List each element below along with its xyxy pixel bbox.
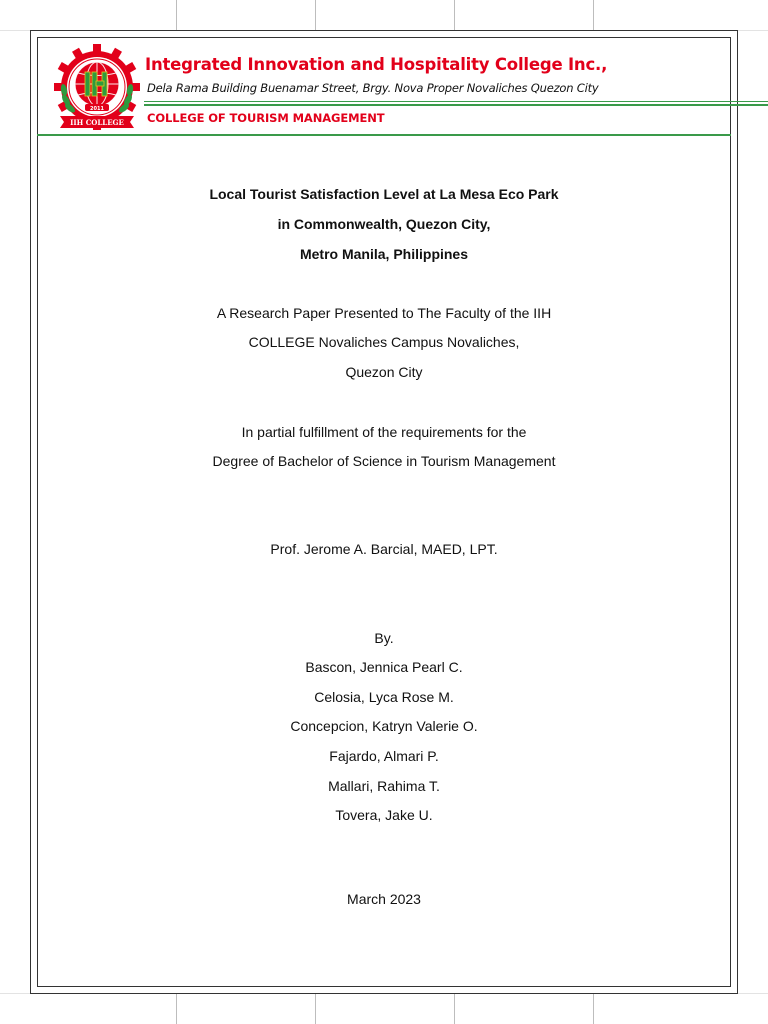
header-bottom-rule — [37, 134, 731, 136]
header-rule — [144, 104, 768, 106]
presented-line-3: Quezon City — [345, 364, 423, 380]
research-title-line-1: Local Tourist Satisfaction Level at La Mesa Eco Park — [209, 186, 559, 202]
department-name: COLLEGE OF TOURISM MANAGEMENT — [147, 111, 385, 125]
crop-mark — [176, 0, 177, 30]
crop-mark — [315, 994, 316, 1024]
crop-mark — [593, 0, 594, 30]
author-name: Mallari, Rahima T. — [328, 778, 440, 794]
college-seal-text — [52, 42, 142, 132]
author-name: Bascon, Jennica Pearl C. — [305, 659, 463, 675]
fulfillment-line-2: Degree of Bachelor of Science in Tourism Management — [212, 453, 556, 469]
research-title-line-3: Metro Manila, Philippines — [299, 246, 469, 262]
author-name: Concepcion, Katryn Valerie O. — [290, 718, 478, 734]
college-name: Integrated Innovation and Hospitality College Inc., — [145, 55, 608, 74]
author-name: Tovera, Jake U. — [335, 807, 433, 823]
author-name: Fajardo, Almari P. — [329, 748, 439, 764]
header-rule — [144, 101, 768, 102]
fulfillment-line-1: In partial fulfillment of the requirements for the — [241, 424, 527, 440]
crop-mark — [593, 994, 594, 1024]
crop-mark — [454, 994, 455, 1024]
seal-ribbon-text: IIH COLLEGE — [70, 118, 124, 127]
research-title-line-2: in Commonwealth, Quezon City, — [277, 216, 491, 232]
presented-line-1: A Research Paper Presented to The Faculty of the IIH — [216, 305, 552, 321]
page-border-inner — [37, 37, 731, 987]
crop-mark — [454, 0, 455, 30]
submission-date: March 2023 — [347, 891, 421, 907]
adviser-name: Prof. Jerome A. Barcial, MAED, LPT. — [270, 541, 498, 557]
seal-year: 2011 — [90, 106, 104, 112]
author-name: Celosia, Lyca Rose M. — [314, 689, 454, 705]
by-label: By. — [374, 630, 394, 646]
letterhead — [52, 42, 732, 142]
college-address: Dela Rama Building Buenamar Street, Brgy. Nova Proper Novaliches Quezon City — [147, 81, 599, 95]
crop-mark — [315, 0, 316, 30]
presented-line-2: COLLEGE Novaliches Campus Novaliches, — [248, 334, 520, 350]
crop-mark — [176, 994, 177, 1024]
